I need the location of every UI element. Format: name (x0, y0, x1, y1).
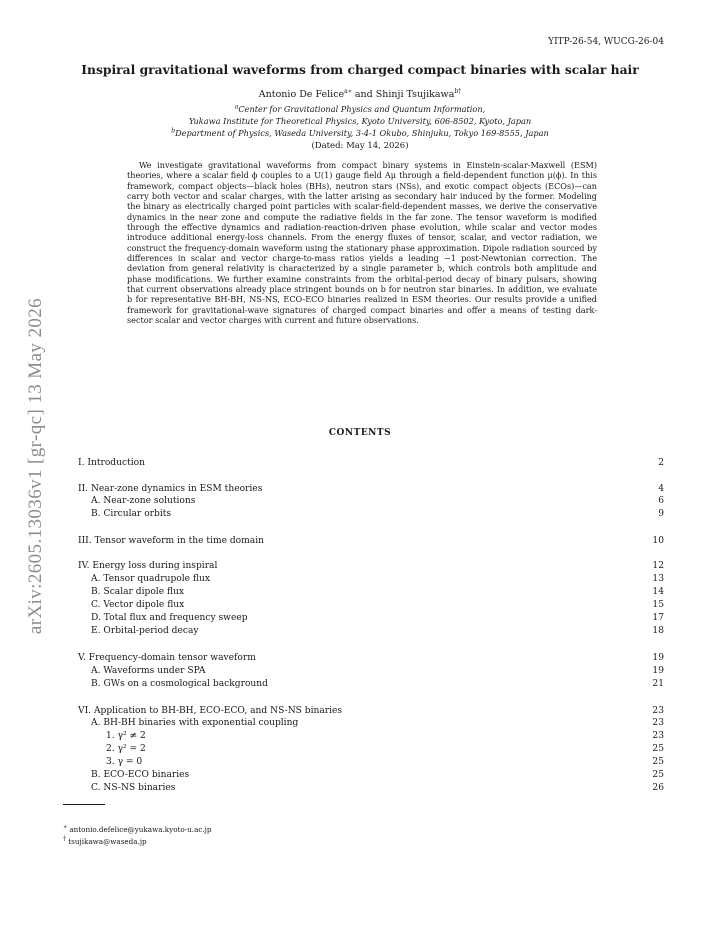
affiliation-a-continued: Yukawa Institute for Theoretical Physics, Kyoto University, 606-8502, Kyoto, Japan (188, 116, 532, 126)
toc-entry-label: B. ECO-ECO binaries (91, 770, 190, 780)
toc-entry-label: B. GWs on a cosmological background (91, 679, 268, 689)
date-line: (Dated: May 14, 2026) (311, 141, 409, 151)
toc-entry[interactable] (0, 756, 720, 768)
toc-entry[interactable] (0, 743, 720, 755)
toc-entry[interactable] (0, 535, 720, 547)
toc-entry-label: V. Frequency-domain tensor waveform (78, 653, 256, 663)
affiliation-mark: a (234, 103, 239, 111)
toc-entry[interactable] (0, 457, 720, 469)
toc-entry-page: 12 (652, 561, 664, 571)
toc-entry-page: 26 (652, 783, 664, 793)
paper-title: Inspiral gravitational waveforms from charged compact binaries with scalar hair (81, 62, 639, 77)
footnote-mark: ∗ (63, 823, 68, 831)
toc-entry-label: C. NS-NS binaries (91, 783, 176, 793)
footnote-email-link[interactable]: tsujikawa@waseda.jp (66, 837, 147, 846)
toc-entry[interactable] (0, 573, 720, 585)
toc-entry-page: 21 (652, 679, 664, 689)
footnote (63, 825, 212, 834)
toc-entry-page: 23 (652, 731, 664, 741)
toc-entry[interactable] (0, 730, 720, 742)
toc-entry-label: A. Near-zone solutions (91, 496, 196, 506)
toc-entry[interactable] (0, 678, 720, 690)
toc-entry-page: 17 (652, 613, 664, 623)
affiliation-mark: b (171, 127, 176, 135)
toc-entry-page: 13 (652, 574, 664, 584)
footnote-mark: † (63, 835, 66, 843)
toc-entry-page: 23 (652, 718, 664, 728)
toc-entry-label: 3. γ = 0 (106, 757, 143, 767)
toc-entry-page: 9 (658, 509, 664, 519)
toc-entry-label: VI. Application to BH-BH, ECO-ECO, and NS-NS binaries (78, 706, 343, 716)
toc-entry-label: II. Near-zone dynamics in ESM theories (78, 484, 263, 494)
toc-entry-label: I. Introduction (78, 458, 145, 468)
toc-entry-label: C. Vector dipole flux (91, 600, 185, 610)
toc-entry-page: 19 (652, 653, 664, 663)
toc-entry-page: 14 (652, 587, 664, 597)
abstract: We investigate gravitational waveforms from compact binary systems in Einstein-scalar-Maxwell (ESM) theories, where a scalar field ϕ couples to a U(1) gauge field Aμ through a field-dependent function μ(ϕ). In this framework, compact objects—black holes (BHs), neutron stars (NSs), and exotic compact objects (ECOs)—can carry both vector and scalar charges, with the latter arising as secondary hair induced by the former. Modeling the binary as electrically charged point particles with scalar-field-dependent masses, we derive the conservative dynamics in the near zone and compute the radiative fields in the far zone. The tensor waveform is modified through the effective dynamics and radiation-reaction-driven phase evolution, while scalar and vector modes introduce additional energy-loss channels. From the energy fluxes of tensor, scalar, and vector radiation, we construct the frequency-domain waveform using the stationary phase approximation. Dipole radiation sourced by differences in scalar and vector charge-to-mass ratios yields a leading −1 post-Newtonian correction. The deviation from general relativity is characterized by a single parameter b, which controls both amplitude and phase modifications. We further examine constraints from the orbital-period decay of binary pulsars, showing that current observations already place stringent bounds on b for neutron star binaries. In addition, we evaluate b for representative BH-BH, NS-NS, ECO-ECO binaries realized in ESM theories. Our results provide a unified framework for gravitational-wave signatures of charged compact binaries and offer a means of testing dark-sector scalar and vector charges with current and future observations. (127, 160, 597, 325)
footnote (63, 837, 147, 846)
toc-entry-label: 1. γ² ≠ 2 (106, 731, 146, 741)
toc-entry[interactable] (0, 599, 720, 611)
toc-entry-label: A. Waveforms under SPA (91, 666, 206, 676)
arxiv-identifier-stamp: arXiv:2605.13036v1 [gr-qc] 13 May 2026 (25, 297, 46, 635)
report-number: YITP-26-54, WUCG-26-04 (548, 37, 664, 47)
toc-entry[interactable] (0, 586, 720, 598)
toc-entry[interactable] (0, 560, 720, 572)
toc-entry[interactable] (0, 705, 720, 717)
affiliation-text: Department of Physics, Waseda University, 3-4-1 Okubo, Shinjuku, Tokyo 169-8555, Japan (175, 128, 549, 138)
toc-entry-page: 15 (652, 600, 664, 610)
toc-entry-label: 2. γ² = 2 (106, 744, 146, 754)
toc-entry-page: 2 (658, 458, 664, 468)
toc-entry-label: E. Orbital-period decay (91, 626, 199, 636)
toc-entry-page: 25 (652, 770, 664, 780)
author-name: Antonio De Felice (258, 89, 345, 100)
toc-entry-label: A. Tensor quadrupole flux (91, 574, 210, 584)
affiliation-text: Center for Gravitational Physics and Quantum Information, (238, 104, 486, 114)
toc-entry[interactable] (0, 625, 720, 637)
author-name: and Shinji Tsujikawa (351, 89, 455, 100)
toc-entry-label: B. Scalar dipole flux (91, 587, 185, 597)
toc-entry-page: 10 (652, 536, 664, 546)
toc-entry-label: III. Tensor waveform in the time domain (78, 536, 264, 546)
toc-entry-label: B. Circular orbits (91, 509, 172, 519)
toc-entry-label: D. Total flux and frequency sweep (91, 613, 248, 623)
footnote-email-link[interactable]: antonio.defelice@yukawa.kyoto-u.ac.jp (67, 825, 212, 834)
toc-entry-page: 23 (652, 706, 664, 716)
toc-entry[interactable] (0, 717, 720, 729)
toc-entry[interactable] (0, 483, 720, 495)
toc-entry-page: 25 (652, 757, 664, 767)
toc-entry-label: A. BH-BH binaries with exponential coupling (91, 718, 299, 728)
toc-entry-page: 6 (658, 496, 664, 506)
toc-entry-page: 19 (652, 666, 664, 676)
toc-entry[interactable] (0, 612, 720, 624)
toc-entry[interactable] (0, 769, 720, 781)
author-affiliation-mark: a∗ (344, 87, 352, 95)
toc-entry-page: 4 (658, 484, 664, 494)
toc-entry[interactable] (0, 495, 720, 507)
toc-entry-page: 18 (652, 626, 664, 636)
toc-entry[interactable] (0, 665, 720, 677)
toc-entry[interactable] (0, 652, 720, 664)
toc-entry-page: 25 (652, 744, 664, 754)
toc-entry[interactable] (0, 508, 720, 520)
contents-heading: CONTENTS (328, 428, 392, 438)
toc-entry[interactable] (0, 782, 720, 794)
footnote-rule (63, 804, 105, 805)
author-affiliation-mark: b† (454, 87, 462, 95)
toc-entry-label: IV. Energy loss during inspiral (78, 561, 218, 571)
